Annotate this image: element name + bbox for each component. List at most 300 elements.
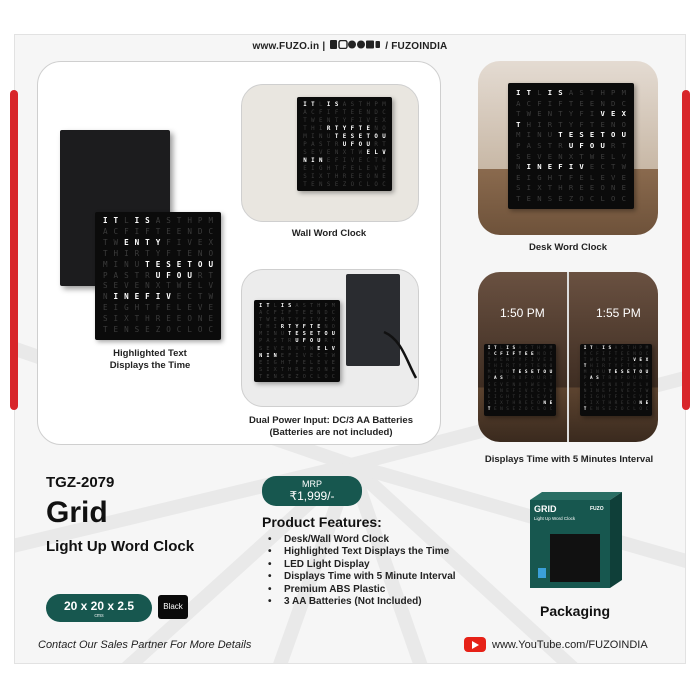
clock-letter: Y [155,248,161,258]
clock-letter: N [273,373,277,380]
clock-letter: E [317,359,321,366]
clock-letter: I [134,226,140,236]
clock-letter: I [487,346,491,351]
clock-letter: E [602,382,605,388]
clock-letter: I [547,88,553,97]
clock-letter: C [113,226,119,236]
clock-letter: C [187,292,192,302]
clock-letter: V [331,345,335,352]
website-link[interactable]: www.FUZO.in [252,41,320,52]
clock-letter: T [487,358,491,364]
clock-letter: E [208,303,214,313]
clock-letter: O [645,364,649,370]
clock-letter: U [342,142,347,148]
clock-letter: L [197,281,203,291]
photo-divider [567,272,569,442]
clock-letter: R [512,376,516,382]
clock-letter: N [324,366,328,373]
clock-letter: V [600,109,605,119]
clock-letter: V [543,394,547,400]
clock-letter: W [645,388,649,394]
clock-letter: Z [518,406,522,412]
clock-letter: N [537,352,540,358]
clock-letter: Y [568,109,574,119]
clock-letter: F [608,352,612,358]
clock-letter: I [589,370,593,376]
clock-letter: C [633,388,636,394]
clock-letter: H [537,346,540,351]
clock-letter: U [280,331,284,338]
clock-letter: U [208,259,214,269]
clock-letter: V [579,162,584,172]
clock-letter: Y [614,358,618,364]
clock-letter: I [280,303,284,309]
clock-letter: I [266,366,270,373]
clock-letter: F [302,338,306,345]
clock-letter: E [589,98,595,108]
clock-letter: X [342,150,347,156]
clock-letter: E [516,172,521,182]
clock-letter: C [331,373,335,380]
clock-letter: T [589,88,595,97]
clock-letter: T [145,303,150,313]
clock-letter: T [579,151,584,161]
clock-letter: N [326,118,331,124]
clock-letter: M [621,88,626,97]
clock-letter: F [558,162,563,172]
clock-letter: E [166,314,171,324]
clock-letter: O [358,142,363,148]
clock-letter: E [589,382,593,388]
pinterest-icon [357,41,365,49]
clock-letter: I [311,158,315,164]
clock-letter: H [134,303,140,313]
clock-letter: E [366,150,370,156]
clock-letter: R [608,376,612,382]
clock-letter: F [302,317,306,324]
clock-letter: R [342,174,347,180]
clock-letter: S [583,382,587,388]
clock-letter: S [259,366,263,373]
clock-letter: F [614,394,618,400]
clock-letter: S [124,270,129,280]
clock-letter: E [358,134,363,140]
x-icon [348,41,356,49]
feature-item: • LED Light Display [266,559,456,571]
clock-letter: L [324,345,328,352]
clock-letter: F [500,352,503,358]
clock-letter: E [526,151,531,161]
clock-letter: X [382,118,386,124]
clock-letter: E [568,130,574,140]
clock-letter: E [549,394,553,400]
clock-letter: C [366,158,370,164]
clock-grid [486,346,554,413]
clock-letter: F [350,118,355,124]
clock-letter: C [549,406,553,412]
clock-letter: S [516,183,521,193]
clock-letter: U [600,140,605,150]
clock-letter: E [531,400,534,406]
clock-letter: N [319,158,323,164]
clock-letter: S [303,150,307,156]
clock-letter: V [166,292,171,302]
clock-letter: I [518,388,522,394]
clock-letter: U [295,338,299,345]
clock-letter: W [176,281,182,291]
clock-letter: O [600,183,605,193]
clock-letter: T [382,142,386,148]
clock-letter: E [627,370,630,376]
clock-letter: F [350,126,355,132]
clock-letter: D [639,352,643,358]
clock-letter: A [516,98,521,108]
clock-letter: V [302,352,306,359]
clock-letter: P [543,346,547,351]
clock-letter: T [334,134,339,140]
clock-letter: N [102,292,108,302]
clock-letter: C [645,352,649,358]
youtube-link[interactable]: www.YouTube.com/FUZOINDIA [464,637,648,652]
instagram-icon [339,41,347,49]
clock-letter: E [506,382,509,388]
clock-letter: Y [155,237,161,247]
clock-letter: T [358,126,363,132]
clock-letter: T [176,248,182,258]
clock-letter: T [295,310,299,317]
clock-letter: U [155,270,161,280]
clock-letter: T [350,150,355,156]
clock-letter: E [500,358,503,364]
clock-letter: E [633,382,636,388]
clock-letter: V [621,151,626,161]
clock-letter: R [334,142,339,148]
clock-letter: F [155,303,161,313]
clock-letter: T [334,118,339,124]
wall-caption: Wall Word Clock [291,228,367,239]
clock-letter: O [176,270,182,280]
clock-letter: S [547,193,553,203]
clock-letter: N [633,352,636,358]
clock-letter: C [531,406,534,412]
clock-letter: H [512,400,516,406]
header: www.FUZO.in | / FUZOINDIA [252,41,448,52]
clock-letter: E [334,182,339,188]
contact-text: Contact Our Sales Partner For More Details [38,639,252,651]
clock-letter: I [102,216,108,225]
clock-letter: T [288,317,292,324]
clock-letter: S [602,406,605,412]
clock-letter: U [614,376,618,382]
clock-letter: W [208,292,214,302]
clock-letter: T [547,140,553,150]
clock-letter: N [134,237,140,247]
clock-letter: N [602,358,605,364]
clock-letter: C [621,193,626,203]
clock-letter: P [374,102,378,108]
clock-letter: R [324,338,328,345]
clock-letter: T [547,183,553,193]
clock-letter: R [197,270,203,280]
clock-letter: N [324,324,328,331]
clock-letter: F [524,358,528,364]
clock-letter: T [326,174,331,180]
clock-letter: W [526,109,531,119]
clock-letter: V [273,345,277,352]
clock-letter: V [633,358,636,364]
clock-letter: N [543,364,547,370]
clock-letter: L [600,193,605,203]
clock-letter: T [102,248,108,258]
clock-letter: X [155,281,161,291]
clock-letter: E [331,359,335,366]
clock-letter: E [350,174,355,180]
clock-letter: M [303,134,307,140]
clock-letter: F [166,248,171,258]
clock-letter: E [620,352,624,358]
clock-letter: U [568,140,574,150]
clock-letter: C [331,310,335,317]
clock-letter: S [166,259,171,269]
clock-letter: N [319,182,323,188]
clock-letter: V [537,151,542,161]
colour-swatch: Black [158,595,188,619]
clock-letter: E [382,166,386,172]
clock-letter: N [319,134,323,140]
clock-letter: N [197,314,203,324]
clock-letter: E [589,130,595,140]
clock-letter: E [579,172,584,182]
clock-letter: R [155,314,161,324]
model-number: TGZ-2079 [46,474,115,491]
clock-letter: F [620,364,624,370]
clock-letter: E [187,281,192,291]
clock-letter: E [350,110,355,116]
clock-letter: E [311,150,315,156]
clock-letter: E [358,158,363,164]
clock-letter: C [621,98,626,108]
clock-letter: E [558,193,563,203]
clock-letter: E [531,352,534,358]
clock-letter: L [543,382,547,388]
clock-letter: N [500,370,503,376]
clock-letter: T [518,352,522,358]
clock-letter: V [317,317,321,324]
clock-letter: T [176,216,182,225]
clock-letter: W [589,151,595,161]
clock-letter: N [334,150,339,156]
clock-letter: I [155,292,161,302]
clock-letter: I [311,134,315,140]
clock-letter: E [493,406,497,412]
clock-letter: X [549,358,553,364]
clock-grid [257,303,337,381]
clock-letter: I [589,394,593,400]
clock-letter: N [500,406,503,412]
clock-letter: V [645,382,649,388]
clock-letter: H [547,172,553,182]
clock-letter: N [288,345,292,352]
clock-letter: O [331,324,335,331]
clock-letter: V [596,382,599,388]
clock-letter: H [600,88,605,97]
clock-letter: T [583,358,587,364]
clock-letter: I [303,102,307,108]
clock-letter: I [568,162,574,172]
clock-letter: S [350,102,355,108]
clock-letter: I [493,394,497,400]
clock-letter: Z [342,182,347,188]
clock-letter: O [543,406,547,412]
clock-letter: E [620,400,624,406]
clock-letter: C [549,352,553,358]
clock-letter: S [273,338,277,345]
clock-letter: E [302,366,306,373]
clock-letter: N [124,259,129,269]
clock-letter: P [197,216,203,225]
desk-clock [508,83,634,209]
clock-letter: S [608,346,612,351]
clock-letter: T [608,394,612,400]
clock-letter: S [334,102,339,108]
clock-letter: X [273,366,277,373]
feature-item: • Desk/Wall Word Clock [266,534,456,546]
clock-grid [582,346,650,413]
clock-letter: T [558,119,563,129]
clock-letter: S [145,216,150,225]
clock-letter: T [608,364,612,370]
clock-letter: T [166,281,171,291]
clock-letter: E [319,118,323,124]
clock-letter: U [645,370,649,376]
clock-letter: E [134,281,140,291]
clock-letter: I [602,346,605,351]
clock-letter: E [547,151,553,161]
clock-letter: S [596,376,599,382]
clock-letter: E [493,382,497,388]
clock-letter: T [334,166,339,172]
clock-letter: E [633,394,636,400]
clock-letter: M [487,370,491,376]
clock-letter: O [350,182,355,188]
clock-letter: H [326,166,331,172]
clock-letter: S [512,346,516,351]
clock-letter: O [543,370,547,376]
clock-letter: O [382,126,386,132]
clock-letter: I [266,359,270,366]
clock-letter: X [568,151,574,161]
clock-letter: R [568,183,574,193]
clock-letter: T [134,270,140,280]
clock-letter: O [374,134,378,140]
clock-letter: I [295,352,299,359]
clock-letter: L [176,303,182,313]
clock-letter: O [579,193,584,203]
clock-letter: E [309,352,314,359]
clock-letter: F [620,376,624,382]
clock-letter: E [543,358,547,364]
clock-letter: A [493,376,497,382]
clock-letter: V [187,237,192,247]
social-icons[interactable] [330,40,380,51]
clock-letter: A [614,346,618,351]
clock-letter: T [608,358,612,364]
clock-letter: E [600,172,605,182]
clock-letter: P [102,270,108,280]
clock-letter: T [602,400,605,406]
clock-letter: F [524,364,528,370]
dimensions-badge: 20 x 20 x 2.5 cms [46,594,152,622]
clock-letter: C [382,110,386,116]
clock-letter: T [506,376,509,382]
clock-letter: V [208,281,214,291]
clock-letter: T [187,259,192,269]
clock-letter: W [331,352,335,359]
clock-letter: O [639,370,643,376]
clock-letter: N [197,248,203,258]
clock-letter: E [311,182,315,188]
clock-letter: T [155,226,161,236]
interval-clock-1 [484,344,556,416]
clock-letter: C [526,98,531,108]
clock-letter: S [537,140,542,150]
clock-letter: T [645,376,649,382]
clock-letter: S [487,400,491,406]
clock-letter: O [374,182,378,188]
clock-letter: V [319,150,323,156]
clock-letter: M [382,102,386,108]
clock-letter: F [334,110,339,116]
clock-letter: I [506,352,509,358]
clock-letter: E [627,388,630,394]
clock-letter: I [493,388,497,394]
clock-letter: Y [568,119,574,129]
clock-letter: N [611,119,616,129]
clock-letter: R [506,364,509,370]
clock-letter: I [273,324,277,331]
clock-letter: T [288,331,292,338]
clock-letter: L [358,166,363,172]
clock-letter: M [645,346,649,351]
clock-letter: V [620,388,624,394]
clock-letter: E [531,388,534,394]
clock-letter: Z [155,325,161,335]
clock-letter: F [524,376,528,382]
clock-letter: V [124,281,129,291]
clock-letter: E [309,310,314,317]
clock-letter: C [309,373,314,380]
clock-letter: R [543,376,547,382]
clock-letter: G [537,172,542,182]
clock-letter: I [113,314,119,324]
clock-letter: E [537,364,540,370]
clock-letter: O [317,366,321,373]
clock-letter: E [531,370,534,376]
clock-letter: L [273,303,277,309]
clock-letter: W [266,317,270,324]
linkedin-icon [366,41,374,49]
clock-letter: N [537,162,542,172]
clock-letter: N [611,183,616,193]
clock-letter: A [311,142,315,148]
clock-letter: Z [568,193,574,203]
clock-letter: C [311,110,315,116]
clock-letter: W [493,358,497,364]
clock-letter: O [197,259,203,269]
clock-letter: U [366,142,370,148]
clock-letter: E [366,126,370,132]
clock-letter: V [537,358,540,364]
